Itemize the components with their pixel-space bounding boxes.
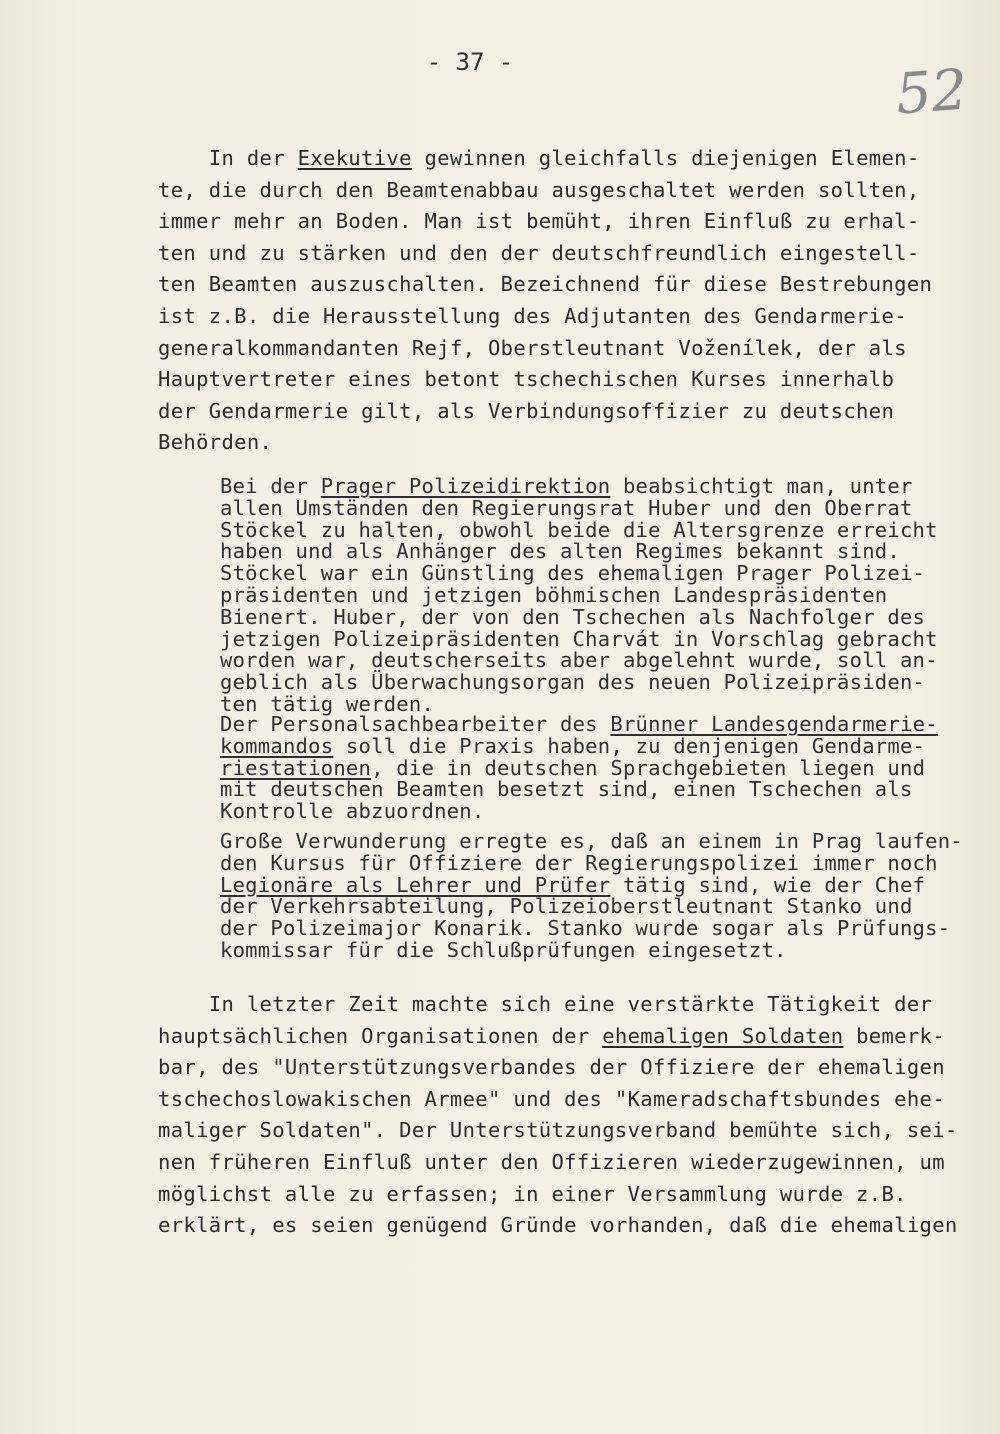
paragraph-legionaere <box>220 831 963 962</box>
text-line: te, die durch den Beamtenabbau ausgeschaltet werden sollten, <box>158 177 920 202</box>
text-line: Stöckel war ein Günstling des ehemaligen Prager Polizei- <box>220 561 926 586</box>
text-line: Kontrolle abzuordnen. <box>220 799 485 824</box>
text-line: riestationen, die in deutschen Sprachgebieten liegen und <box>220 755 926 780</box>
text-line: ist z.B. die Herausstellung des Adjutanten des Gendarmerie- <box>158 303 907 328</box>
text-line: jetzigen Polizeipräsidenten Charvát in Vorschlag gebracht <box>220 626 938 651</box>
paragraph-bruenner-landesgendarmerie <box>220 714 938 823</box>
text-line: präsidenten und jetzigen böhmischen Landespräsidenten <box>220 582 888 607</box>
text-line: den Kursus für Offiziere der Regierungspolizei immer noch <box>220 850 938 875</box>
paragraph-prager-polizeidirektion <box>220 476 938 716</box>
text-line: hauptsächlichen Organisationen der ehemaligen Soldaten bemerk- <box>158 1023 945 1048</box>
text-line: Bei der Prager Polizeidirektion beabsichtigt man, unter <box>220 474 913 498</box>
handwritten-folio-number: 52 <box>893 57 970 128</box>
paragraph-ehemalige-soldaten <box>158 989 958 1242</box>
underlined-text: Brünner Landesgendarmerie- <box>610 712 938 736</box>
text-line: ten und zu stärken und den der deutschfreundlich eingestell- <box>158 240 920 265</box>
text-line: immer mehr an Boden. Man ist bemüht, ihren Einfluß zu erhal- <box>158 209 920 234</box>
text-line: ten tätig werden. <box>220 691 435 716</box>
underlined-text: Prager Polizeidirektion <box>320 474 611 498</box>
text-line: worden war, deutscherseits aber abgelehnt wurde, soll an- <box>220 648 938 673</box>
text-line: Behörden. <box>158 430 273 455</box>
text-line: ten Beamten auszuschalten. Bezeichnend für diese Bestrebungen <box>158 272 933 297</box>
text-line: Hauptvertreter eines betont tschechischen Kurses innerhalb <box>158 367 895 392</box>
text-line: erklärt, es seien genügend Gründe vorhanden, daß die ehemaligen <box>158 1213 958 1238</box>
text-line: Der Personalsachbearbeiter des Brünner Landesgendarmerie- <box>220 712 938 736</box>
text-line: Legionäre als Lehrer und Prüfer tätig sind, wie der Chef <box>220 872 926 897</box>
underlined-text: Legionäre als Lehrer und Prüfer <box>220 872 611 897</box>
text-line: der Polizeimajor Konarik. Stanko wurde sogar als Prüfungs- <box>220 916 951 941</box>
text-line: kommissar für die Schlußprüfungen eingesetzt. <box>220 937 787 962</box>
underlined-text: kommandos <box>220 733 334 758</box>
text-line: tschechoslowakischen Armee" und des "Kameradschaftsbundes ehe- <box>158 1086 945 1111</box>
text-line: maliger Soldaten". Der Unterstützungsverband bemühte sich, sei- <box>158 1118 958 1143</box>
text-line: generalkommandanten Rejf, Oberstleutnant Voženílek, der als <box>158 335 907 360</box>
text-line: bar, des "Unterstützungsverbandes der Offiziere der ehemaligen <box>158 1055 945 1080</box>
underlined-text: riestationen <box>220 755 372 780</box>
text-line: geblich als Überwachungsorgan des neuen Polizeipräsiden- <box>220 670 926 695</box>
paragraph-exekutive <box>158 143 932 459</box>
text-line: Bienert. Huber, der von den Tschechen als Nachfolger des <box>220 604 926 629</box>
text-line: der Gendarmerie gilt, als Verbindungsoffizier zu deutschen <box>158 398 895 423</box>
text-line: kommandos soll die Praxis haben, zu denjenigen Gendarme- <box>220 733 926 758</box>
text-line: nen früheren Einfluß unter den Offizieren wiederzugewinnen, um <box>158 1149 945 1174</box>
text-line: der Verkehrsabteilung, Polizeioberstleutnant Stanko und <box>220 894 913 919</box>
text-line: Große Verwunderung erregte es, daß an einem in Prag laufen- <box>220 829 963 853</box>
page-number: - 37 - <box>426 48 514 76</box>
text-line: möglichst alle zu erfassen; in einer Versammlung wurde z.B. <box>158 1181 907 1206</box>
text-line: In der Exekutive gewinnen gleichfalls diejenigen Elemen- <box>158 146 920 170</box>
underlined-text: Exekutive <box>297 146 412 170</box>
text-line: haben und als Anhänger des alten Regimes bekannt sind. <box>220 539 900 564</box>
text-line: allen Umständen den Regierungsrat Huber und den Oberrat <box>220 495 913 520</box>
text-line: mit deutschen Beamten besetzt sind, einen Tschechen als <box>220 777 913 802</box>
underlined-text: ehemaligen Soldaten <box>602 1023 844 1048</box>
text-line: In letzter Zeit machte sich eine verstärkte Tätigkeit der <box>158 992 933 1016</box>
text-line: Stöckel zu halten, obwohl beide die Altersgrenze erreicht <box>220 517 938 542</box>
